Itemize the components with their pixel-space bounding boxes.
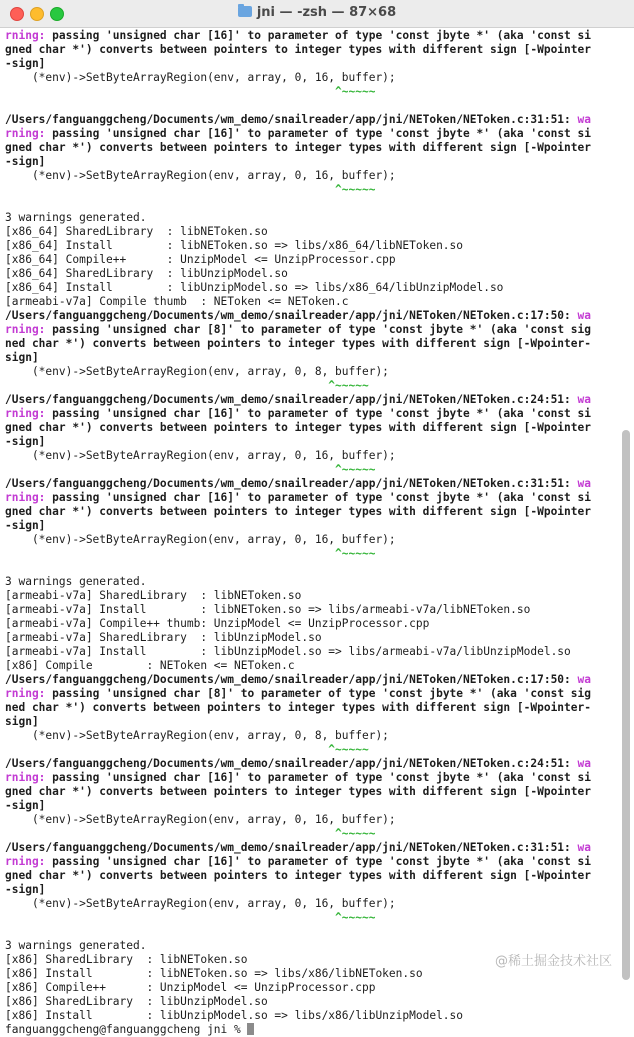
- terminal-line: [5, 85, 616, 99]
- terminal-line: [5, 785, 616, 799]
- line-text: ^~~~~~: [5, 911, 376, 924]
- terminal-line: [5, 729, 616, 743]
- line-text: wa: [577, 113, 591, 126]
- terminal-line: [5, 967, 616, 981]
- terminal-line: [5, 687, 616, 701]
- line-text: -sign]: [5, 799, 46, 812]
- terminal-line: [5, 197, 616, 211]
- line-text: ned char *') converts between pointers to integer types with different sign [-Wpointer-: [5, 337, 591, 350]
- terminal-line: [5, 925, 616, 939]
- line-text: (*env)->SetByteArrayRegion(env, array, 0, 16, buffer);: [5, 813, 396, 826]
- terminal-line: [5, 897, 616, 911]
- terminal-line: [5, 883, 616, 897]
- line-text: 3 warnings generated.: [5, 939, 147, 952]
- terminal-line: [5, 71, 616, 85]
- line-text: [x86] Install : libNEToken.so => libs/x86/libNEToken.so: [5, 967, 423, 980]
- terminal-line: [5, 589, 616, 603]
- line-text: ^~~~~~: [5, 827, 376, 840]
- terminal-line: [5, 995, 616, 1009]
- line-text: -sign]: [5, 883, 46, 896]
- terminal-output[interactable]: [0, 28, 616, 1036]
- terminal-line: [5, 491, 616, 505]
- terminal-line: [5, 911, 616, 925]
- line-text: [x86] Compile : NEToken <= NEToken.c: [5, 659, 295, 672]
- terminal-line: [5, 435, 616, 449]
- line-text: wa: [577, 673, 591, 686]
- line-text: rning:: [5, 687, 46, 700]
- line-text: [armeabi-v7a] Install : libNEToken.so => libs/armeabi-v7a/libNEToken.so: [5, 603, 531, 616]
- terminal-line: [5, 701, 616, 715]
- line-text: [x86_64] SharedLibrary : libNEToken.so: [5, 225, 268, 238]
- line-text: [x86] SharedLibrary : libUnzipModel.so: [5, 995, 268, 1008]
- line-text: -sign]: [5, 155, 46, 168]
- terminal-line: [5, 533, 616, 547]
- terminal-line: [5, 869, 616, 883]
- line-text: rning:: [5, 491, 46, 504]
- line-text: [x86_64] Install : libUnzipModel.so => libs/x86_64/libUnzipModel.so: [5, 281, 504, 294]
- terminal-line: [5, 855, 616, 869]
- terminal-line: [5, 183, 616, 197]
- line-text: (*env)->SetByteArrayRegion(env, array, 0, 16, buffer);: [5, 897, 396, 910]
- line-text: (*env)->SetByteArrayRegion(env, array, 0, 16, buffer);: [5, 533, 396, 546]
- terminal-line: [5, 29, 616, 43]
- terminal-line: [5, 519, 616, 533]
- line-text: [x86_64] Compile++ : UnzipModel <= UnzipProcessor.cpp: [5, 253, 396, 266]
- terminal-line: [5, 561, 616, 575]
- line-text: rning:: [5, 29, 46, 42]
- terminal-line: [5, 505, 616, 519]
- line-text: -sign]: [5, 57, 46, 70]
- line-text: rning:: [5, 323, 46, 336]
- terminal-line: [5, 757, 616, 771]
- terminal-line: [5, 365, 616, 379]
- line-text: gned char *') converts between pointers to integer types with different sign [-Wpointer: [5, 505, 591, 518]
- line-text: passing 'unsigned char [16]' to parameter of type 'const jbyte *' (aka 'const si: [45, 29, 591, 42]
- line-text: sign]: [5, 351, 39, 364]
- line-text: /Users/fanguanggcheng/Documents/wm_demo/snailreader/app/jni/NEToken/NEToken.c:17:50:: [5, 309, 578, 322]
- line-text: ^~~~~~: [5, 743, 369, 756]
- terminal-line: [5, 141, 616, 155]
- window-title: jni — -zsh — 87×68: [256, 5, 397, 20]
- line-text: -sign]: [5, 435, 46, 448]
- terminal-line: [5, 225, 616, 239]
- line-text: [x86] Compile++ : UnzipModel <= UnzipProcessor.cpp: [5, 981, 376, 994]
- line-text: [armeabi-v7a] SharedLibrary : libUnzipModel.so: [5, 631, 322, 644]
- terminal-line: [5, 645, 616, 659]
- terminal-line: [5, 575, 616, 589]
- line-text: /Users/fanguanggcheng/Documents/wm_demo/snailreader/app/jni/NEToken/NEToken.c:31:51:: [5, 477, 578, 490]
- line-text: (*env)->SetByteArrayRegion(env, array, 0, 8, buffer);: [5, 729, 389, 742]
- terminal-line: [5, 309, 616, 323]
- line-text: [x86_64] SharedLibrary : libUnzipModel.so: [5, 267, 288, 280]
- terminal-line: [5, 477, 616, 491]
- terminal-line: [5, 267, 616, 281]
- line-text: [x86] SharedLibrary : libNEToken.so: [5, 953, 248, 966]
- line-text: /Users/fanguanggcheng/Documents/wm_demo/snailreader/app/jni/NEToken/NEToken.c:31:51:: [5, 113, 578, 126]
- line-text: sign]: [5, 715, 39, 728]
- terminal-line: [5, 155, 616, 169]
- prompt-line[interactable]: [5, 1023, 616, 1037]
- line-text: gned char *') converts between pointers to integer types with different sign [-Wpointer: [5, 421, 591, 434]
- line-text: (*env)->SetByteArrayRegion(env, array, 0, 16, buffer);: [5, 169, 396, 182]
- terminal-line: [5, 253, 616, 267]
- line-text: 3 warnings generated.: [5, 211, 147, 224]
- line-text: gned char *') converts between pointers to integer types with different sign [-Wpointer: [5, 869, 591, 882]
- line-text: /Users/fanguanggcheng/Documents/wm_demo/snailreader/app/jni/NEToken/NEToken.c:24:51:: [5, 393, 578, 406]
- terminal-line: [5, 211, 616, 225]
- terminal-line: [5, 99, 616, 113]
- terminal-line: [5, 659, 616, 673]
- terminal-line: [5, 743, 616, 757]
- terminal-line: [5, 323, 616, 337]
- terminal-line: [5, 337, 616, 351]
- line-text: passing 'unsigned char [16]' to parameter of type 'const jbyte *' (aka 'const si: [45, 855, 591, 868]
- terminal-line: [5, 57, 616, 71]
- line-text: gned char *') converts between pointers to integer types with different sign [-Wpointer: [5, 43, 591, 56]
- line-text: passing 'unsigned char [8]' to parameter of type 'const jbyte *' (aka 'const sig: [45, 323, 591, 336]
- line-text: wa: [577, 477, 591, 490]
- line-text: wa: [577, 393, 591, 406]
- cursor: [247, 1023, 254, 1035]
- terminal-line: [5, 715, 616, 729]
- watermark: @稀土掘金技术社区: [494, 954, 612, 969]
- line-text: [x86] Install : libUnzipModel.so => libs/x86/libUnzipModel.so: [5, 1009, 464, 1022]
- line-text: rning:: [5, 407, 46, 420]
- vertical-scrollbar[interactable]: [622, 430, 630, 980]
- terminal-line: [5, 449, 616, 463]
- terminal-line: [5, 169, 616, 183]
- terminal-line: [5, 771, 616, 785]
- terminal-line: [5, 239, 616, 253]
- terminal-line: [5, 43, 616, 57]
- terminal-line: [5, 113, 616, 127]
- line-text: gned char *') converts between pointers to integer types with different sign [-Wpointer: [5, 785, 591, 798]
- line-text: ^~~~~~: [5, 379, 369, 392]
- terminal-line: [5, 813, 616, 827]
- line-text: (*env)->SetByteArrayRegion(env, array, 0, 8, buffer);: [5, 365, 389, 378]
- terminal-line: [5, 379, 616, 393]
- terminal-line: [5, 827, 616, 841]
- line-text: passing 'unsigned char [16]' to parameter of type 'const jbyte *' (aka 'const si: [45, 127, 591, 140]
- line-text: rning:: [5, 771, 46, 784]
- title-bar: [0, 0, 634, 28]
- line-text: /Users/fanguanggcheng/Documents/wm_demo/snailreader/app/jni/NEToken/NEToken.c:31:51:: [5, 841, 578, 854]
- terminal-line: [5, 603, 616, 617]
- terminal-line: [5, 841, 616, 855]
- terminal-line: [5, 281, 616, 295]
- line-text: /Users/fanguanggcheng/Documents/wm_demo/snailreader/app/jni/NEToken/NEToken.c:17:50:: [5, 673, 578, 686]
- terminal-line: [5, 421, 616, 435]
- line-text: [armeabi-v7a] SharedLibrary : libNEToken.so: [5, 589, 302, 602]
- window-title-container: [0, 5, 634, 20]
- terminal-line: [5, 463, 616, 477]
- shell-prompt: fanguanggcheng@fanguanggcheng jni %: [5, 1023, 248, 1036]
- line-text: [x86_64] Install : libNEToken.so => libs/x86_64/libNEToken.so: [5, 239, 464, 252]
- line-text: [armeabi-v7a] Compile++ thumb: UnzipModel <= UnzipProcessor.cpp: [5, 617, 430, 630]
- line-text: -sign]: [5, 519, 46, 532]
- line-text: passing 'unsigned char [16]' to parameter of type 'const jbyte *' (aka 'const si: [45, 407, 591, 420]
- terminal-line: [5, 1009, 616, 1023]
- line-text: ^~~~~~: [5, 85, 376, 98]
- line-text: passing 'unsigned char [8]' to parameter of type 'const jbyte *' (aka 'const sig: [45, 687, 591, 700]
- terminal-line: [5, 617, 616, 631]
- line-text: wa: [577, 841, 591, 854]
- line-text: rning:: [5, 855, 46, 868]
- terminal-lines: [0, 28, 616, 1037]
- line-text: [armeabi-v7a] Compile thumb : NEToken <= NEToken.c: [5, 295, 349, 308]
- terminal-line: [5, 547, 616, 561]
- line-text: rning:: [5, 127, 46, 140]
- line-text: passing 'unsigned char [16]' to parameter of type 'const jbyte *' (aka 'const si: [45, 771, 591, 784]
- line-text: wa: [577, 757, 591, 770]
- line-text: (*env)->SetByteArrayRegion(env, array, 0, 16, buffer);: [5, 71, 396, 84]
- terminal-line: [5, 127, 616, 141]
- line-text: ^~~~~~: [5, 183, 376, 196]
- terminal-line: [5, 981, 616, 995]
- terminal-line: [5, 631, 616, 645]
- line-text: 3 warnings generated.: [5, 575, 147, 588]
- line-text: gned char *') converts between pointers to integer types with different sign [-Wpointer: [5, 141, 591, 154]
- folder-icon: [238, 6, 252, 17]
- line-text: ned char *') converts between pointers to integer types with different sign [-Wpointer-: [5, 701, 591, 714]
- line-text: wa: [577, 309, 591, 322]
- terminal-line: [5, 673, 616, 687]
- line-text: (*env)->SetByteArrayRegion(env, array, 0, 16, buffer);: [5, 449, 396, 462]
- line-text: ^~~~~~: [5, 547, 376, 560]
- terminal-line: [5, 351, 616, 365]
- terminal-line: [5, 393, 616, 407]
- terminal-line: [5, 407, 616, 421]
- line-text: ^~~~~~: [5, 463, 376, 476]
- line-text: /Users/fanguanggcheng/Documents/wm_demo/snailreader/app/jni/NEToken/NEToken.c:24:51:: [5, 757, 578, 770]
- terminal-line: [5, 295, 616, 309]
- line-text: [armeabi-v7a] Install : libUnzipModel.so => libs/armeabi-v7a/libUnzipModel.so: [5, 645, 571, 658]
- terminal-line: [5, 799, 616, 813]
- line-text: passing 'unsigned char [16]' to parameter of type 'const jbyte *' (aka 'const si: [45, 491, 591, 504]
